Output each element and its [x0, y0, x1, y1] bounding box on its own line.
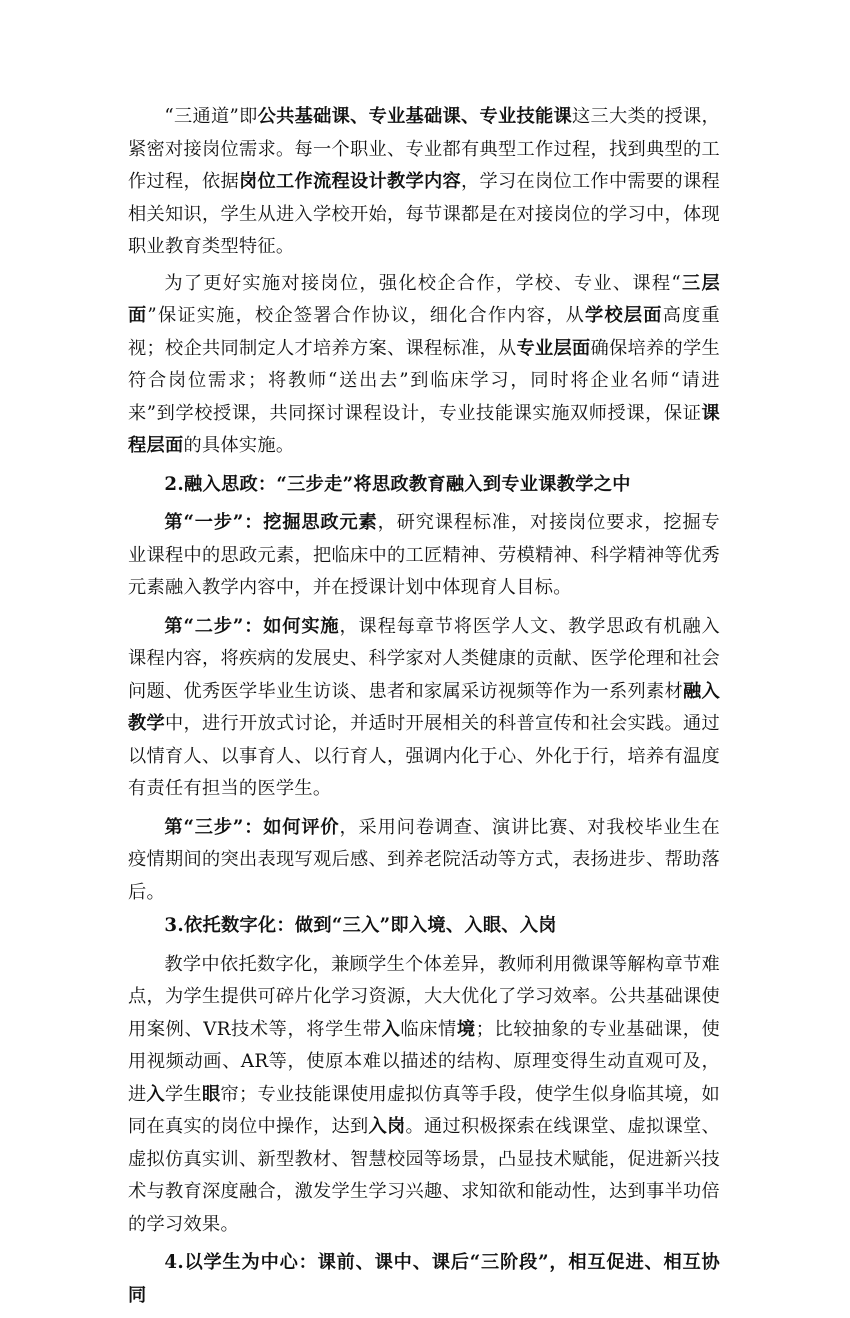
paragraph-step-one: [128, 507, 720, 605]
text-run: 帘；专业技能课使用虚拟仿真等手段，使学生似身临其境，如同在真实的岗位中操作，达到: [128, 1083, 720, 1137]
bold-run: 公共基础课、专业基础课、专业技能课: [257, 106, 573, 127]
paragraph-step-three: [128, 812, 720, 910]
section-heading-digital: 3.依托数字化：做到“三入”即入境、入眼、入岗: [164, 915, 557, 936]
text-run: 这三大类的授课，紧密对接岗位需求。每一个职业、专业都有典型工作过程，找到典型的工作过程，依据: [128, 106, 720, 192]
bold-run: 三层面: [128, 272, 720, 326]
document-page: [128, 101, 720, 1318]
bold-run: 眼: [202, 1083, 221, 1105]
text-run: ，学习在岗位工作中需要的课程相关知识，学生从进入学校开始，每节课都是在对接岗位的学习中，体现职业教育类型特征。: [128, 171, 720, 257]
bold-run: 第“二步”：如何实施: [164, 615, 340, 637]
text-run: ，采用问卷调查、演讲比赛、对我校毕业生在疫情期间的突出表现写观后感、到养老院活动等方式，表扬进步、帮助落后。: [128, 816, 720, 903]
paragraph-step-two: [128, 611, 720, 806]
text-run: 临床情: [400, 1018, 457, 1040]
section-heading-ideology: 2.融入思政：“三步走”将思政教育融入到专业课教学之中: [164, 473, 631, 495]
text-run: 。通过积极探索在线课堂、虚拟课堂、虚拟仿真实训、新型教材、智慧校园等场景，凸显技术赋能，促进新兴技术与教育深度融合，激发学生学习兴趣、求知欲和能动性，达到事半功倍的学习效果。: [128, 1116, 720, 1235]
text-run: 为了更好实施对接岗位，强化校企合作，学校、专业、课程“: [164, 272, 681, 294]
bold-run: 入: [381, 1018, 401, 1040]
text-run: 确保培养的学生符合岗位需求；将教师“送出去”到临床学习，同时将企业名师“请进来”到学校授课，共同探讨课程设计，专业技能课实施双师授课，保证: [128, 337, 720, 424]
text-run: “三通道”即: [164, 106, 258, 127]
text-run: 教学中依托数字化，兼顾学生个体差异，教师利用微课等解构章节难点，为学生提供可碎片化学习资源，大大优化了学习效率。公共基础课使用案例、VR技术等，将学生带: [128, 953, 720, 1040]
paragraph-digitalization: [128, 949, 720, 1242]
bold-run: 境: [456, 1018, 476, 1040]
text-run: ，研究课程标准，对接岗位要求，挖掘专业课程中的思政元素，把临床中的工匠精神、劳模精神、科学精神等优秀元素融入教学内容中，并在授课计划中体现育人目标。: [128, 512, 720, 598]
bold-run: 第“三步”：如何评价: [164, 816, 340, 838]
bold-run: 课程层面: [128, 402, 720, 456]
bold-run: 学校层面: [585, 305, 663, 326]
text-run: ，课程每章节将医学人文、教学思政有机融入课程内容，将疾病的发展史、科学家对人类健康的贡献、医学伦理和社会问题、优秀医学毕业生访谈、患者和家属采访视频等作为一系列素材: [128, 615, 720, 702]
text-run: ；比较抽象的专业基础课，使用视频动画、AR等，使原本难以描述的结构、原理变得生动直观可及，进: [128, 1018, 721, 1105]
text-run: 的具体实施。: [183, 435, 295, 456]
paragraph-three-levels: [128, 268, 720, 463]
bold-run: 岗位工作流程设计教学内容: [239, 171, 461, 192]
text-run: 高度重视；校企共同制定人才培养方案、课程标准，从: [128, 305, 721, 359]
section-heading-student-centered: 4.以学生为中心：课前、课中、课后“三阶段”，相互促进、相互协同: [128, 1252, 720, 1306]
paragraph-three-channels: [128, 101, 720, 264]
bold-run: 专业层面: [516, 337, 591, 359]
text-run: ”保证实施，校企签署合作协议，细化合作内容，从: [147, 305, 586, 326]
bold-run: 入岗: [368, 1116, 406, 1137]
bold-run: 融入教学: [128, 680, 720, 734]
bold-run: 第“一步”：挖掘思政元素: [164, 512, 378, 533]
bold-run: 入: [146, 1083, 165, 1105]
text-run: 中，进行开放式讨论，并适时开展相关的科普宣传和社会实践。通过以情育人、以事育人、以行育人，强调内化于心、外化于行，培养有温度有责任有担当的医学生。: [128, 713, 720, 799]
text-run: 学生: [165, 1083, 202, 1105]
